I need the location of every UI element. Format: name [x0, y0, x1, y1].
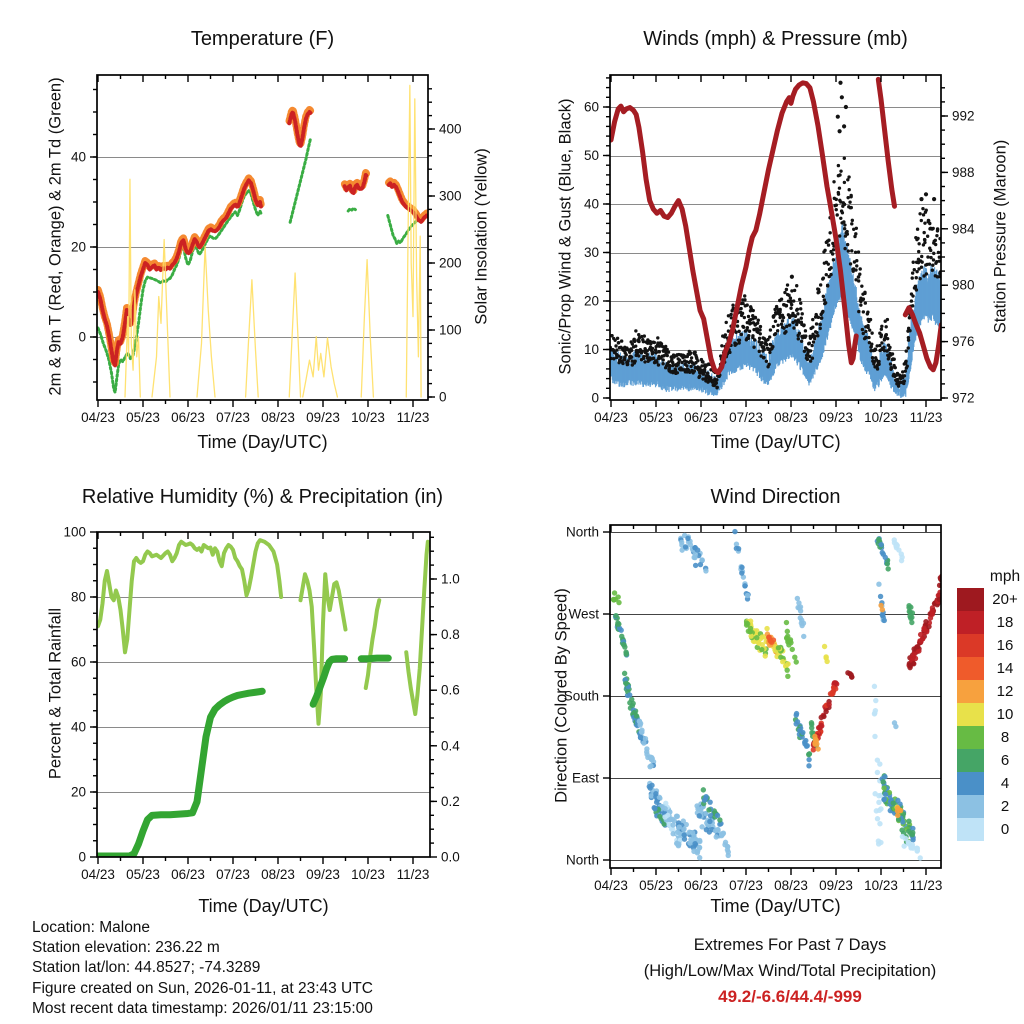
footer-timestamp-line: Most recent data timestamp: 2026/01/11 23:15:00 — [32, 999, 373, 1017]
wind-gust-left-axis-label: Sonic/Prop Wind & Gust (Blue, Black) — [556, 98, 575, 375]
legend-label: 18 — [996, 614, 1014, 631]
extremes-block — [560, 933, 1020, 1010]
winds-x-axis-label: Time (Day/UTC) — [710, 432, 841, 452]
footer-latlon-line: Station lat/lon: 44.8527; -74.3289 — [32, 959, 261, 977]
humidity-precip-panel-title: Relative Humidity (%) & Precipitation (in) — [81, 486, 444, 508]
temperature-panel-title: Temperature (F) — [190, 28, 335, 50]
humidity-left-axis-label: Percent & Total Rainfall — [46, 607, 65, 780]
solar-right-axis-label: Solar Insolation (Yellow) — [472, 148, 491, 325]
humidity-x-axis-label: Time (Day/UTC) — [198, 896, 329, 916]
legend-label: 16 — [996, 637, 1014, 654]
legend-label: 4 — [1000, 775, 1010, 792]
legend-label: 8 — [1000, 729, 1010, 746]
station-info — [32, 918, 373, 1019]
pressure-right-axis-label: Station Pressure (Maroon) — [991, 139, 1010, 334]
wind-direction-panel-title: Wind Direction — [710, 486, 841, 508]
legend-label: 6 — [1000, 752, 1010, 769]
legend-label: 14 — [996, 660, 1014, 677]
legend-label: 20+ — [992, 591, 1018, 608]
temperature-x-axis-label: Time (Day/UTC) — [197, 432, 328, 452]
wind-direction-x-axis-label: Time (Day/UTC) — [710, 896, 841, 916]
legend-label: 12 — [996, 683, 1014, 700]
extremes-title: Extremes For Past 7 Days — [693, 936, 887, 954]
temperature-left-axis-label: 2m & 9m T (Red, Orange) & 2m Td (Green) — [46, 77, 65, 396]
footer-created-line: Figure created on Sun, 2026-01-11, at 23:43 UTC — [32, 979, 373, 997]
legend-mph-label: mph — [989, 568, 1021, 585]
winds-pressure-panel-title: Winds (mph) & Pressure (mb) — [643, 28, 908, 50]
footer-location-line: Location: Malone — [32, 919, 151, 936]
legend-label: 0 — [1000, 821, 1010, 838]
extremes-subtitle: (High/Low/Max Wind/Total Precipitation) — [643, 961, 937, 980]
direction-left-axis-label: Direction (Colored By Speed) — [552, 588, 571, 803]
legend-label: 10 — [996, 706, 1014, 723]
extremes-values: 49.2/-6.6/44.4/-999 — [718, 987, 862, 1006]
footer-elevation-line: Station elevation: 236.22 m — [32, 939, 220, 957]
legend-label: 2 — [1000, 798, 1010, 815]
